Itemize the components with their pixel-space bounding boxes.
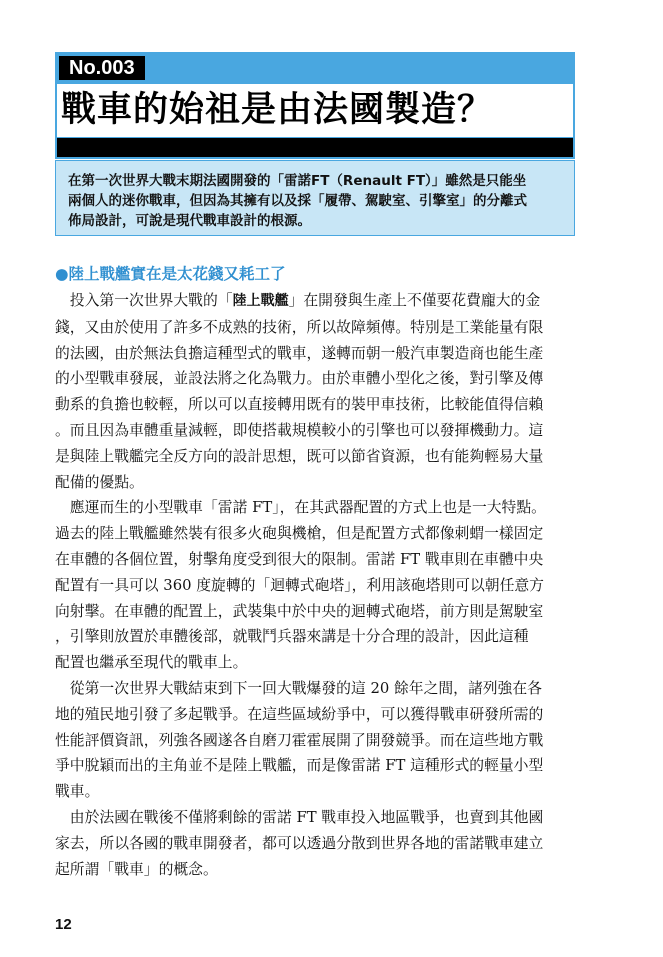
- body-line: [55, 728, 580, 754]
- body-line: [55, 676, 580, 702]
- page-title: 戰車的始祖是由法國製造？: [61, 90, 494, 130]
- summary-line: 在第一次世界大戰末期法國開發的「雷諾FT（Renault FT）」雖然是只能坐: [68, 173, 527, 189]
- body-line-text: 在車體的各個位置，射擊角度受到很大的限制。雷諾 FT 戰車則在車體中央: [55, 550, 544, 568]
- section-heading-text: 陸上戰艦實在是太花錢又耗工了: [68, 265, 286, 283]
- body-line: [55, 624, 580, 650]
- body-line: [55, 392, 580, 418]
- body-line: [55, 753, 580, 779]
- body-line-text: 配備的優點。: [55, 473, 144, 491]
- body-line: [55, 573, 580, 599]
- body-line: [55, 831, 580, 857]
- body-line-text: 爭中脫穎而出的主角並不是陸上戰艦，而是像雷諾 FT 這種形式的輕量小型: [55, 757, 544, 775]
- body-line: [55, 599, 580, 625]
- body-line: [55, 315, 580, 341]
- body-line-text: 的小型戰車發展，並設法將之化為戰力。由於車體小型化之後，對引擎及傳: [55, 370, 544, 388]
- section-heading: [55, 262, 286, 284]
- body-line-emphasis: 陸上戰艦: [232, 293, 289, 309]
- body-line: [55, 547, 580, 573]
- article-number: No.003: [59, 56, 145, 80]
- body-line: [55, 650, 580, 676]
- body-line-text: 。而且因為車體重量減輕，即使搭載規模較小的引擎也可以發揮機動力。這: [55, 421, 544, 439]
- body-line-text: 過去的陸上戰艦雖然裝有很多火砲與機槍，但是配置方式都像刺蝟一樣固定: [55, 525, 544, 543]
- body-line-text: 的法國，由於無法負擔這種型式的戰車，遂轉而朝一般汽車製造商也能生產: [55, 344, 544, 362]
- summary-line: 佈局設計，可說是現代戰車設計的根源。: [68, 213, 311, 229]
- body-line-text: 配置有一具可以 360 度旋轉的「迴轉式砲塔」，利用該砲塔則可以朝任意方: [55, 576, 544, 594]
- title-bar: [57, 84, 573, 137]
- body-line: [55, 366, 580, 392]
- body-line: [55, 702, 580, 728]
- body-line-text: 性能評價資訊，列強各國遂各自磨刀霍霍展開了開發競爭。而在這些地方戰: [55, 731, 544, 749]
- body-line-text: 錢，又由於使用了許多不成熟的技術，所以故障頻傳。特別是工業能量有限: [55, 318, 544, 336]
- summary-line: 兩個人的迷你戰車，但因為其擁有以及採「履帶、駕駛室、引擎室」的分離式: [68, 193, 527, 209]
- body-line-text: 戰車。: [55, 783, 100, 801]
- bullet-icon: ●: [55, 265, 69, 283]
- body-line-text: 家去，所以各國的戰車開發者，都可以透過分散到世界各地的雷諾戰車建立: [55, 834, 544, 852]
- body-line-text: 由於法國在戰後不僅將剩餘的雷諾 FT 戰車投入地區戰爭，也賣到其他國: [55, 808, 544, 826]
- body-line-text: 配置也繼承至現代的戰車上。: [55, 654, 248, 672]
- body-line-text: ，引擎則放置於車體後部，就戰鬥兵器來講是十分合理的設計，因此這種: [55, 628, 529, 646]
- body-line: [55, 495, 580, 521]
- body-line-text: 動系的負擔也較輕，所以可以直接轉用既有的裝甲車技術，比較能值得信賴: [55, 396, 544, 414]
- body-line-text: 起所謂「戰車」的概念。: [55, 860, 218, 878]
- body-line: [55, 341, 580, 367]
- body-line-text: 應運而生的小型戰車「雷諾 FT」，在其武器配置的方式上也是一大特點。: [55, 499, 546, 517]
- body-line: [55, 444, 580, 470]
- body-line: [55, 470, 580, 496]
- body-line-text: 投入第一次世界大戰的「: [55, 292, 233, 309]
- body-line-text: 是與陸上戰艦完全反方向的設計思想，既可以節省資源，也有能夠輕易大量: [55, 447, 544, 465]
- page-number: 12: [55, 916, 72, 933]
- title-bottom-bar: [57, 138, 573, 157]
- summary-box: [55, 160, 575, 236]
- body-line: [55, 521, 580, 547]
- body-line: [55, 418, 580, 444]
- body-line-text: 向射擊。在車體的配置上，武裝集中於中央的迴轉式砲塔，前方則是駕駛室: [55, 602, 544, 620]
- body-line-text: 」在開發與生產上不僅要花費龐大的金: [288, 292, 541, 309]
- header-box: [55, 52, 575, 159]
- body-line: [55, 805, 580, 831]
- body-line-text: 地的殖民地引發了多起戰爭。在這些區域紛爭中，可以獲得戰車研發所需的: [55, 705, 544, 723]
- body-text: [55, 288, 580, 882]
- body-line: [55, 288, 580, 315]
- body-line: [55, 857, 580, 883]
- body-line-text: 從第一次世界大戰結束到下一回大戰爆發的這 20 餘年之間，諸列強在各: [55, 679, 542, 697]
- body-line: [55, 779, 580, 805]
